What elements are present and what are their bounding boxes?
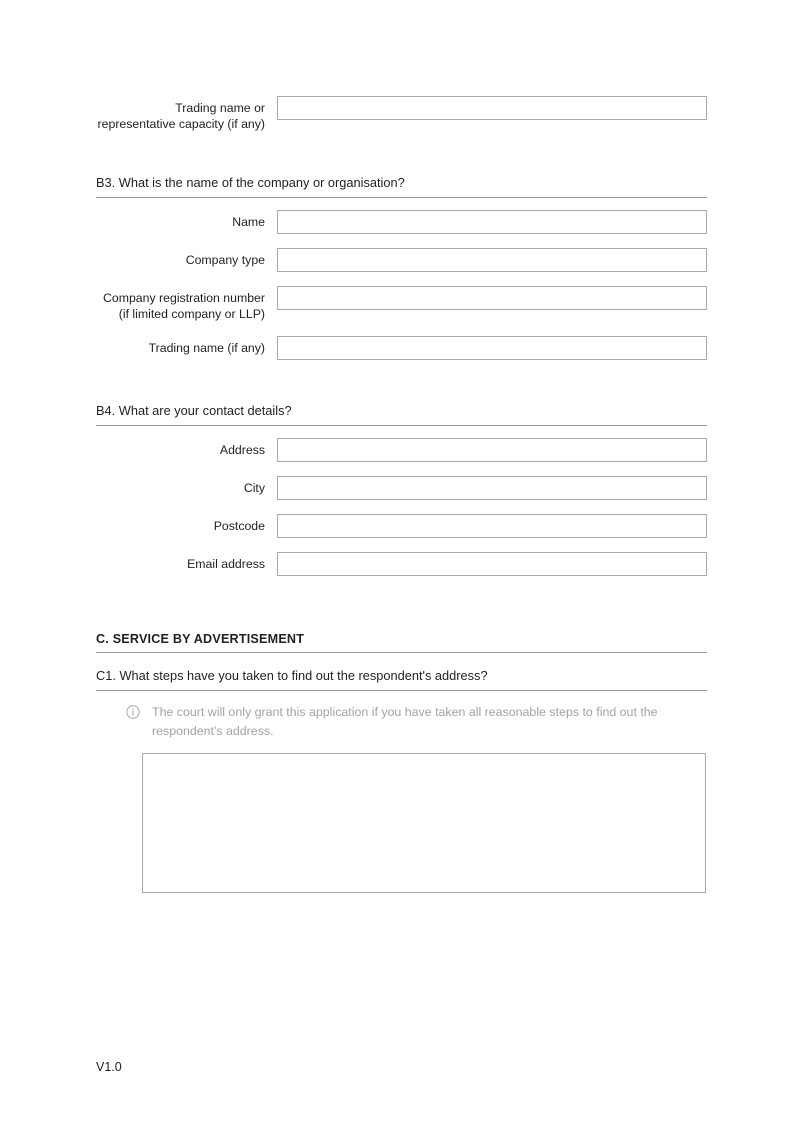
form-content (96, 96, 707, 893)
field-row-postcode (96, 514, 707, 538)
question-c1-hint-text: The court will only grant this application if you have taken all reasonable steps to find out the respondent's address. (152, 705, 658, 738)
section-c-title: C. SERVICE BY ADVERTISEMENT (96, 632, 305, 646)
input-city[interactable] (277, 476, 707, 500)
info-circle-icon (126, 705, 140, 719)
field-row-email-address (96, 552, 707, 576)
section-c-heading (96, 630, 707, 653)
question-c1-divider (96, 690, 707, 691)
field-row-address (96, 438, 707, 462)
question-c1 (96, 667, 707, 691)
input-trading-name-representative-capacity[interactable] (277, 96, 707, 120)
field-row-company-registration-number (96, 286, 707, 322)
input-trading-name[interactable] (277, 336, 707, 360)
question-b4-text: B4. What are your contact details? (96, 403, 292, 418)
input-email-address[interactable] (277, 552, 707, 576)
field-label-trading-name-representative-capacity: Trading name or representative capacity (if any) (97, 101, 265, 131)
input-address[interactable] (277, 438, 707, 462)
question-c1-hint (126, 703, 696, 741)
input-company-type[interactable] (277, 248, 707, 272)
textarea-question-c1-answer[interactable] (142, 753, 706, 893)
field-label-address: Address (219, 443, 265, 457)
input-postcode[interactable] (277, 514, 707, 538)
input-company-registration-number[interactable] (277, 286, 707, 310)
input-name[interactable] (277, 210, 707, 234)
field-row-trading-name (96, 336, 707, 360)
question-b3-divider (96, 197, 707, 198)
spacer (96, 146, 707, 160)
field-row-name (96, 210, 707, 234)
question-c1-text: C1. What steps have you taken to find out the respondent's address? (96, 668, 488, 683)
section-c-divider (96, 652, 707, 653)
field-label-trading-name: Trading name (if any) (148, 341, 265, 355)
question-b3 (96, 174, 707, 198)
field-label-name: Name (232, 215, 265, 229)
field-label-postcode: Postcode (213, 519, 265, 533)
document-version-label: V1.0 (96, 1060, 122, 1074)
field-row-company-type (96, 248, 707, 272)
field-label-company-registration-number: Company registration number (if limited company or LLP) (103, 291, 265, 321)
spacer (96, 374, 707, 388)
field-label-email-address: Email address (187, 557, 265, 571)
question-b4 (96, 402, 707, 426)
field-label-city: City (243, 481, 265, 495)
field-row-city (96, 476, 707, 500)
question-b3-text: B3. What is the name of the company or organisation? (96, 175, 405, 190)
question-b4-divider (96, 425, 707, 426)
field-row-trading-name-representative-capacity (96, 96, 707, 132)
field-label-company-type: Company type (185, 253, 265, 267)
question-c1-answer-wrap (142, 753, 707, 893)
spacer (96, 590, 707, 616)
